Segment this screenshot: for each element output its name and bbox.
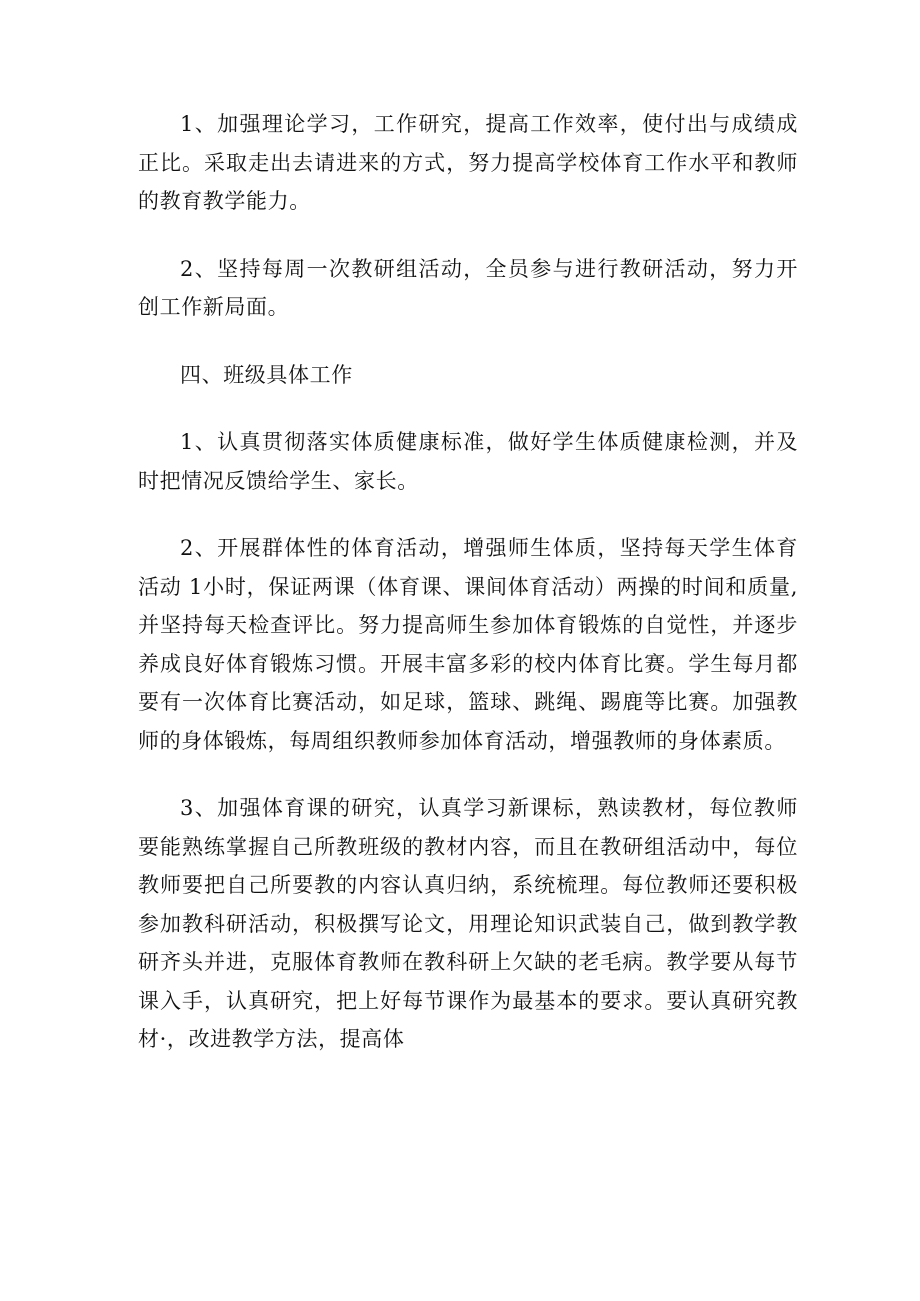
line: 体育教师在教科研上欠缺的老毛病。教学要从每节课入手，认真研究，把 xyxy=(138,950,798,1013)
line: 3、加强体育课的研究，认真学习新课标，熟读教材，每位教师要能 xyxy=(138,796,798,859)
line: 熟练掌握自己所教班级的教材内容，而且在教研组活动中，每位教师要把 xyxy=(138,834,798,897)
heading-text: 四、班级具体工作 xyxy=(180,362,353,387)
line: 教师参加体育活动，增强教师的身体素质。 xyxy=(375,728,787,753)
line: 上好每节课作为最基本的要求。要认真研究教材·，改进教学方法，提高体 xyxy=(138,988,799,1051)
paragraph-4 xyxy=(138,529,798,760)
line: 1、认真贯彻落实体质健康标准，做好学生体质健康检测，并及时把 xyxy=(138,430,798,493)
line: 能力。 xyxy=(246,189,311,213)
line: 检查评比。努力提高师生参加体育锻炼的自觉性，并逐步养成良好体育锻 xyxy=(138,613,799,676)
line: 2、坚持每周一次教研组活动，全员参与进行教研活动，努力开创工 xyxy=(138,256,798,319)
paragraph-1 xyxy=(138,105,798,221)
line: 小时，保证两课（体育课、课间体育活动）两操的时间和质量, 并坚持每天 xyxy=(138,574,798,637)
section-heading xyxy=(138,356,798,395)
line: 1、加强理论学习，工作研究，提高工作效率，使付出与成绩成正比。 xyxy=(138,112,798,175)
paragraph-2 xyxy=(138,250,798,327)
paragraph-5 xyxy=(138,789,798,1059)
line: 采取走出去请进来的方式，努力提高学校体育工作水平和教师的教育教学 xyxy=(138,150,798,213)
line: 自己所要教的内容认真归纳，系统梳理。每位教师还要积极参加教科研活 xyxy=(138,873,798,936)
line: 情况反馈给学生、家长。 xyxy=(181,468,419,493)
line: 作新局面。 xyxy=(181,295,290,319)
document-body xyxy=(138,105,798,1059)
line: 动，如足球，篮球、跳绳、踢鹿等比赛。加强教师的身体锻炼，每周组织 xyxy=(138,690,798,753)
line: 2、开展群体性的体育活动，增强师生体质，坚持每天学生体育活动 1 xyxy=(138,536,798,599)
line: 炼习惯。开展丰富多彩的校内体育比赛。学生每月都要有一次体育比赛活 xyxy=(138,651,798,714)
line: 动，积极撰写论文，用理论知识武装自己，做到教学教研齐头并进，克服 xyxy=(138,911,798,974)
paragraph-3 xyxy=(138,423,798,500)
